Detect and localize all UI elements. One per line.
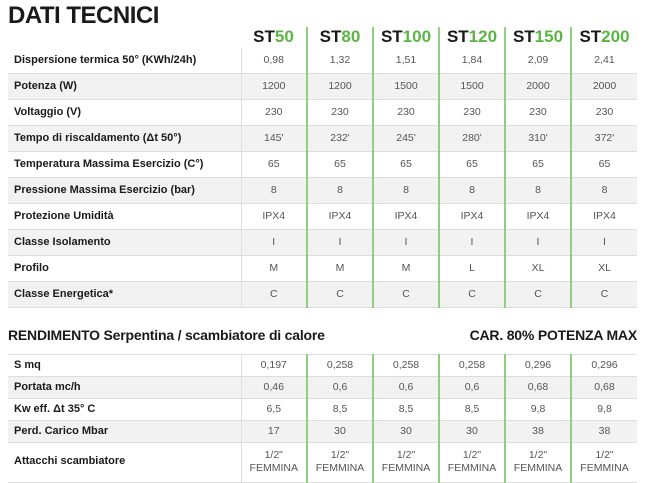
table-row: [8, 177, 637, 203]
page-title: DATI TECNICI: [8, 2, 159, 29]
cell-value: IPX4: [505, 203, 571, 229]
cell-value: 8,5: [307, 398, 373, 420]
model-prefix: ST: [380, 27, 403, 46]
row-label: Perd. Carico Mbar: [8, 420, 241, 442]
cell-value: 230: [505, 99, 571, 125]
cell-value: 0,98: [241, 47, 307, 73]
model-number: 100: [402, 27, 432, 46]
model-prefix: ST: [319, 27, 342, 46]
specs-table: [8, 27, 637, 308]
cell-value: 232': [307, 125, 373, 151]
cell-value: 8: [571, 177, 637, 203]
table-row: [8, 151, 637, 177]
row-label: Voltaggio (V): [8, 99, 241, 125]
cell-value: 0,258: [373, 354, 439, 376]
row-label: Potenza (W): [8, 73, 241, 99]
cell-value: 30: [373, 420, 439, 442]
cell-value: 8,5: [439, 398, 505, 420]
model-number: 120: [468, 27, 498, 46]
cell-value: IPX4: [373, 203, 439, 229]
cell-value: 65: [373, 151, 439, 177]
cell-value: 310': [505, 125, 571, 151]
cell-value: I: [439, 229, 505, 255]
cell-value: 230: [373, 99, 439, 125]
cell-value: 0,258: [439, 354, 505, 376]
model-header: [505, 27, 571, 47]
cell-value: 65: [439, 151, 505, 177]
model-number: 150: [534, 27, 564, 46]
model-prefix: ST: [512, 27, 535, 46]
model-number: 50: [274, 27, 294, 46]
model-header: [241, 27, 307, 47]
cell-value: I: [571, 229, 637, 255]
cell-value: I: [307, 229, 373, 255]
cell-value: 65: [241, 151, 307, 177]
model-header: [307, 27, 373, 47]
cell-value: 9,8: [571, 398, 637, 420]
cell-value: M: [241, 255, 307, 281]
cell-value: L: [439, 255, 505, 281]
model-header: [439, 27, 505, 47]
table-row: [8, 281, 637, 307]
cell-value: M: [373, 255, 439, 281]
model-header-row: [8, 27, 637, 47]
model-prefix: ST: [446, 27, 469, 46]
cell-value: 0,68: [505, 376, 571, 398]
cell-value: 1,32: [307, 47, 373, 73]
cell-value: 230: [439, 99, 505, 125]
cell-value: 1/2" FEMMINA: [307, 442, 373, 482]
cell-value: 8: [439, 177, 505, 203]
cell-value: 65: [307, 151, 373, 177]
cell-value: 280': [439, 125, 505, 151]
cell-value: 1,84: [439, 47, 505, 73]
model-number: 80: [341, 27, 361, 46]
row-label: Attacchi scambiatore: [8, 442, 241, 482]
cell-value: 1200: [241, 73, 307, 99]
cell-value: C: [307, 281, 373, 307]
model-header: [571, 27, 637, 47]
cell-value: 38: [505, 420, 571, 442]
cell-value: C: [571, 281, 637, 307]
cell-value: 65: [505, 151, 571, 177]
row-label: Temperatura Massima Esercizio (C°): [8, 151, 241, 177]
cell-value: C: [373, 281, 439, 307]
row-label: Tempo di riscaldamento (Δt 50°): [8, 125, 241, 151]
cell-value: 0,296: [505, 354, 571, 376]
cell-value: 1/2" FEMMINA: [241, 442, 307, 482]
cell-value: 6,5: [241, 398, 307, 420]
cell-value: C: [241, 281, 307, 307]
cell-value: XL: [571, 255, 637, 281]
row-label: Kw eff. Δt 35° C: [8, 398, 241, 420]
section-header: [8, 308, 637, 354]
table-row: [8, 73, 637, 99]
row-label: S mq: [8, 354, 241, 376]
cell-value: 1/2" FEMMINA: [373, 442, 439, 482]
cell-value: 9,8: [505, 398, 571, 420]
cell-value: 230: [571, 99, 637, 125]
table-row: [8, 442, 637, 482]
cell-value: 372': [571, 125, 637, 151]
cell-value: 0,197: [241, 354, 307, 376]
section-subtitle: CAR. 80% POTENZA MAX: [469, 326, 637, 343]
cell-value: 0,296: [571, 354, 637, 376]
cell-value: 8: [373, 177, 439, 203]
cell-value: 1/2" FEMMINA: [439, 442, 505, 482]
cell-value: 8,5: [373, 398, 439, 420]
cell-value: 8: [241, 177, 307, 203]
table-row: [8, 47, 637, 73]
cell-value: 1500: [439, 73, 505, 99]
table-row: [8, 125, 637, 151]
cell-value: 1/2" FEMMINA: [505, 442, 571, 482]
cell-value: 1500: [373, 73, 439, 99]
cell-value: IPX4: [241, 203, 307, 229]
model-number: 200: [601, 27, 630, 46]
cell-value: 0,6: [439, 376, 505, 398]
cell-value: 0,46: [241, 376, 307, 398]
cell-value: 0,6: [307, 376, 373, 398]
cell-value: 2000: [571, 73, 637, 99]
section-title: RENDIMENTO Serpentina / scambiatore di calore: [8, 326, 325, 343]
cell-value: 1200: [307, 73, 373, 99]
cell-value: 30: [307, 420, 373, 442]
cell-value: IPX4: [439, 203, 505, 229]
cell-value: I: [373, 229, 439, 255]
table-row: [8, 376, 637, 398]
row-label: Profilo: [8, 255, 241, 281]
cell-value: I: [505, 229, 571, 255]
cell-value: C: [505, 281, 571, 307]
cell-value: 0,258: [307, 354, 373, 376]
cell-value: IPX4: [571, 203, 637, 229]
table-row: [8, 398, 637, 420]
cell-value: M: [307, 255, 373, 281]
model-prefix: ST: [253, 27, 275, 46]
row-label: Classe Isolamento: [8, 229, 241, 255]
cell-value: 245': [373, 125, 439, 151]
cell-value: 8: [307, 177, 373, 203]
table-row: [8, 420, 637, 442]
cell-value: 1/2" FEMMINA: [571, 442, 637, 482]
cell-value: 0,6: [373, 376, 439, 398]
row-label: Classe Energetica*: [8, 281, 241, 307]
cell-value: 2,09: [505, 47, 571, 73]
row-label: Pressione Massima Esercizio (bar): [8, 177, 241, 203]
cell-value: XL: [505, 255, 571, 281]
cell-value: 8: [505, 177, 571, 203]
table-row: [8, 229, 637, 255]
table-row: [8, 255, 637, 281]
cell-value: 145': [241, 125, 307, 151]
cell-value: IPX4: [307, 203, 373, 229]
cell-value: I: [241, 229, 307, 255]
cell-value: 1,51: [373, 47, 439, 73]
row-label: Dispersione termica 50° (KWh/24h): [8, 47, 241, 73]
model-prefix: ST: [579, 27, 602, 46]
cell-value: 65: [571, 151, 637, 177]
cell-value: 2000: [505, 73, 571, 99]
table-row: [8, 203, 637, 229]
model-header: [373, 27, 439, 47]
row-label: Protezione Umidità: [8, 203, 241, 229]
table-row: [8, 99, 637, 125]
cell-value: 230: [307, 99, 373, 125]
cell-value: 17: [241, 420, 307, 442]
cell-value: 2,41: [571, 47, 637, 73]
table-row: [8, 354, 637, 376]
cell-value: 30: [439, 420, 505, 442]
cell-value: 230: [241, 99, 307, 125]
cell-value: 0,68: [571, 376, 637, 398]
cell-value: 38: [571, 420, 637, 442]
performance-table: [8, 354, 637, 483]
cell-value: C: [439, 281, 505, 307]
row-label: Portata mc/h: [8, 376, 241, 398]
